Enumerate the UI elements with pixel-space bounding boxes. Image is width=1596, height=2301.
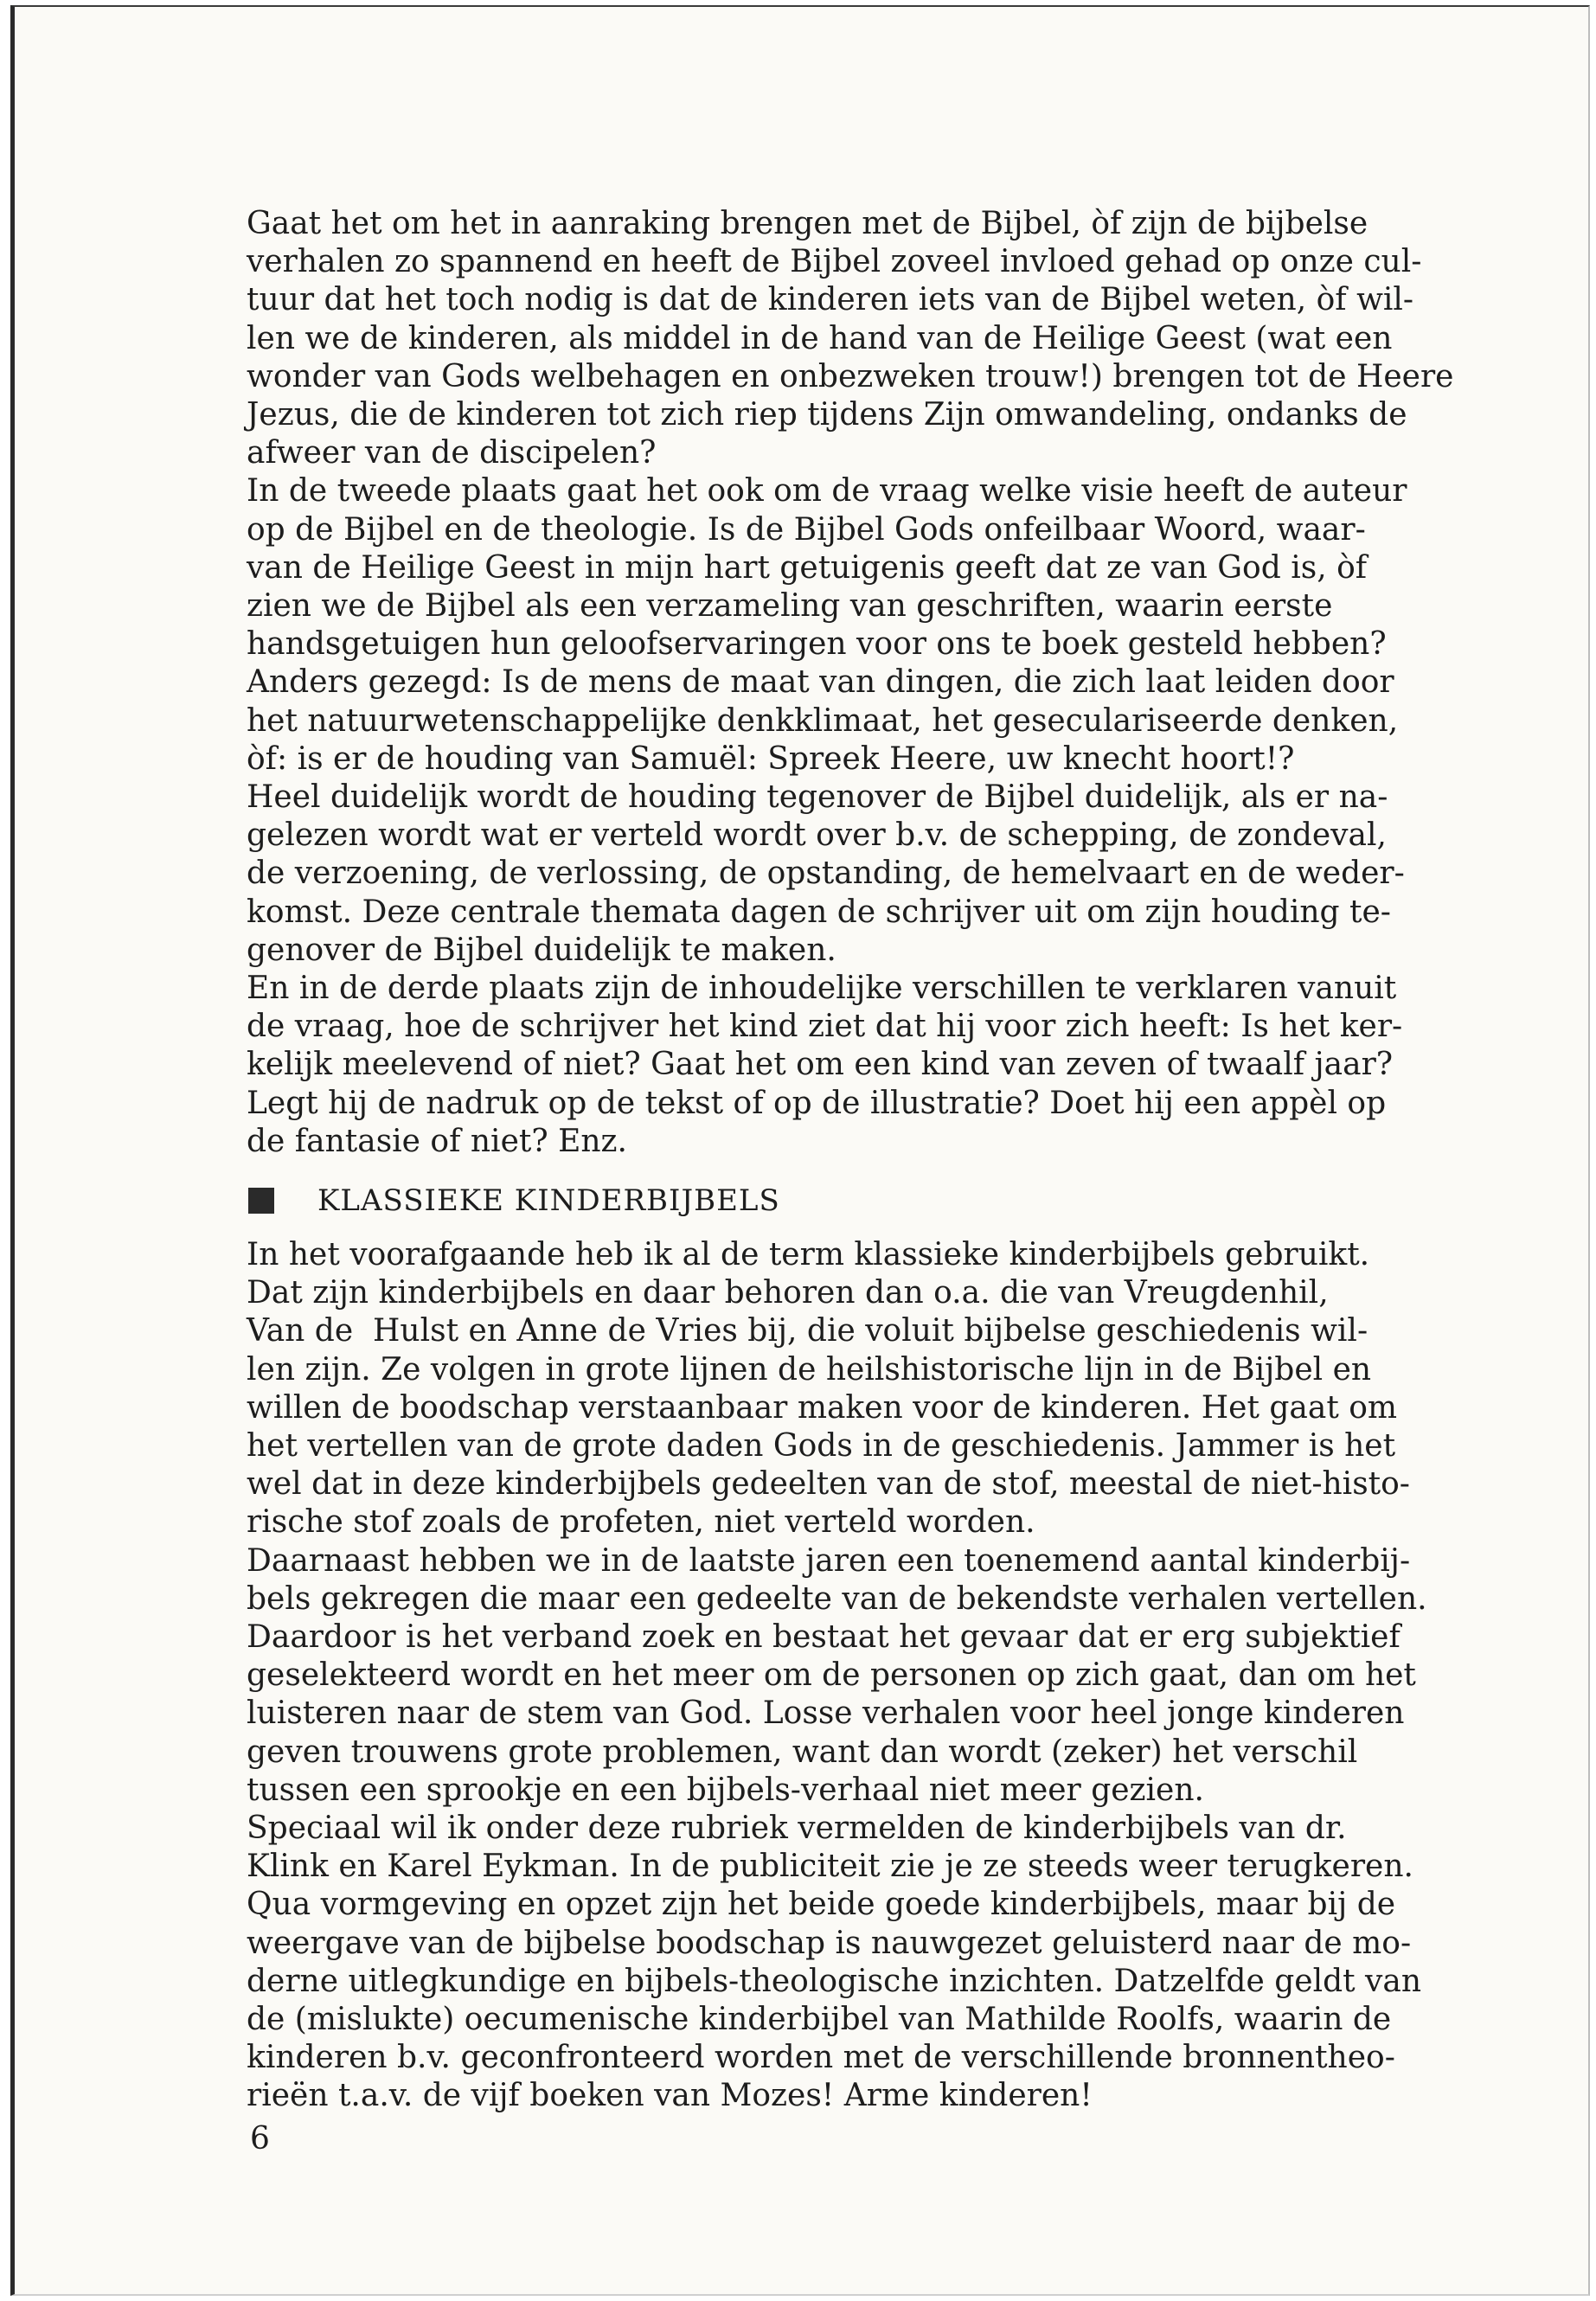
section-heading-text: KLASSIEKE KINDERBIJBELS [317, 1183, 780, 1218]
scanned-page [10, 5, 1590, 2296]
heading-bullet-icon [248, 1188, 274, 1214]
section-heading [248, 1182, 780, 1220]
page-number: 6 [250, 2121, 270, 2157]
body-text-section: In het voorafgaande heb ik al de term klassieke kinderbijbels gebruikt. Dat zijn kinderbijbels en daar behoren dan o.a. die van Vreugdenhil, Van de Hulst en Anne de Vries bij, die voluit bijbelse geschiedenis wil- len zijn. Ze volgen in grote lijnen de heilshistorische lijn in de Bijbel en willen de boodschap verstaanbaar maken voor de kinderen. Het gaat om het vertellen van de grote daden Gods in de geschiedenis. Jammer is het wel dat in deze kinderbijbels gedeelten van de stof, meestal de niet-histo- rische stof zoals de profeten, niet verteld worden. Daarnaast hebben we in de laatste jaren een toenemend aantal kinderbij- bels gekregen die maar een gedeelte van de bekendste verhalen vertellen. Daardoor is het verband zoek en bestaat het gevaar dat er erg subjektief geselekteerd wordt en het meer om de personen op zich gaat, dan om het luisteren naar de stem van God. Losse verhalen voor heel jonge kinderen geven trouwens grote problemen, want dan wordt (zeker) het verschil tussen een sprookje en een bijbels-verhaal niet meer gezien. Speciaal wil ik onder deze rubriek vermelden de kinderbijbels van dr. Klink en Karel Eykman. In de publiciteit zie je ze steeds weer terugkeren. Qua vormgeving en opzet zijn het beide goede kinderbijbels, maar bij de weergave van de bijbelse boodschap is nauwgezet geluisterd naar de mo- derne uitlegkundige en bijbels-theologische inzichten. Datzelfde geldt van de (mislukte) oecumenische kinderbijbel van Mathilde Roolfs, waarin de kinderen b.v. geconfronteerd worden met de verschillende bronnentheo- rieën t.a.v. de vijf boeken van Mozes! Arme kinderen! [247, 1237, 1427, 2114]
body-text-intro: Gaat het om het in aanraking brengen met de Bijbel, òf zijn de bijbelse verhalen zo spannend en heeft de Bijbel zoveel invloed gehad op onze cul- tuur dat het toch nodig is dat de kinderen iets van de Bijbel weten, òf wil- len we de kinderen, als middel in de hand van de Heilige Geest (wat een wonder van Gods welbehagen en onbezweken trouw!) brengen tot de Heere Jezus, die de kinderen tot zich riep tijdens Zijn omwandeling, ondanks de afweer van de discipelen? In de tweede plaats gaat het ook om de vraag welke visie heeft de auteur op de Bijbel en de theologie. Is de Bijbel Gods onfeilbaar Woord, waar- van de Heilige Geest in mijn hart getuigenis geeft dat ze van God is, òf zien we de Bijbel als een verzameling van geschriften, waarin eerste handsgetuigen hun geloofservaringen voor ons te boek gesteld hebben? Anders gezegd: Is de mens de maat van dingen, die zich laat leiden door het natuurwetenschappelijke denkklimaat, het geseculariseerde denken, òf: is er de houding van Samuël: Spreek Heere, uw knecht hoort!? Heel duidelijk wordt de houding tegenover de Bijbel duidelijk, als er na- gelezen wordt wat er verteld wordt over b.v. de schepping, de zondeval, de verzoening, de verlossing, de opstanding, de hemelvaart en de weder- komst. Deze centrale themata dagen de schrijver uit om zijn houding te- genover de Bijbel duidelijk te maken. En in de derde plaats zijn de inhoudelijke verschillen te verklaren vanuit de vraag, hoe de schrijver het kind ziet dat hij voor zich heeft: Is het ker- kelijk meelevend of niet? Gaat het om een kind van zeven of twaalf jaar? Legt hij de nadruk op de tekst of op de illustratie? Doet hij een appèl op de fantasie of niet? Enz. [247, 206, 1454, 1159]
